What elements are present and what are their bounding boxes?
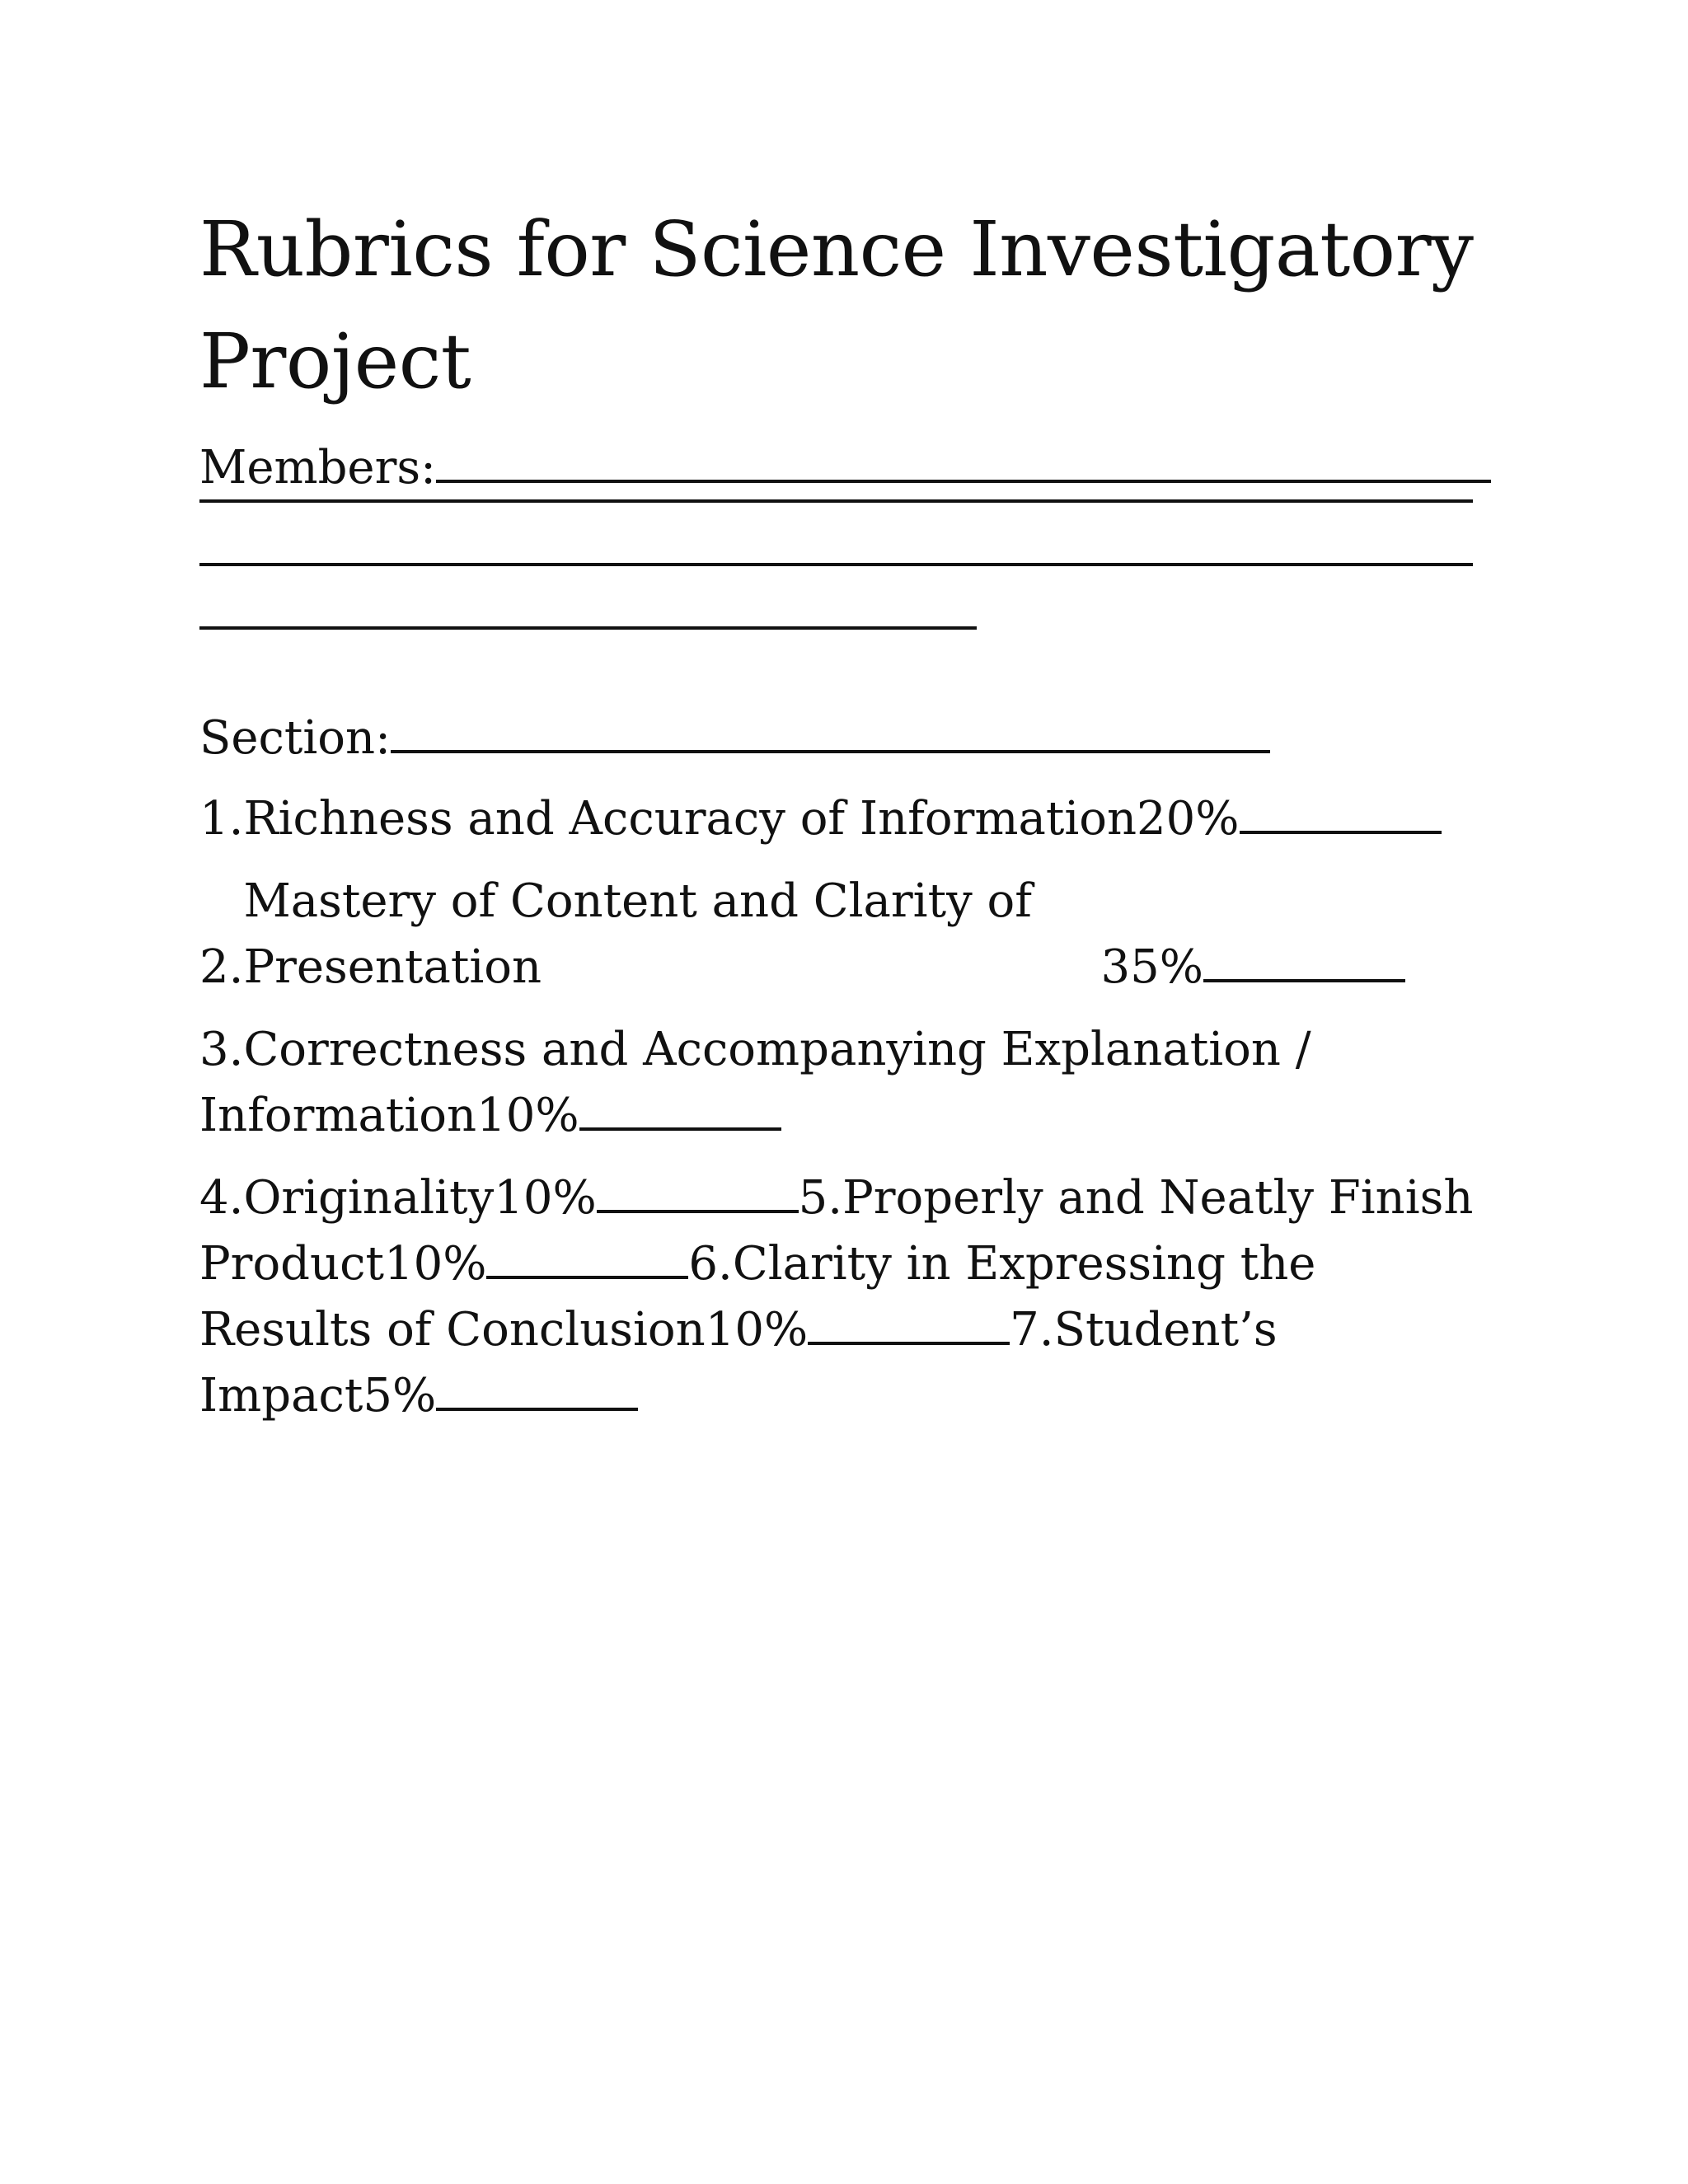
members-label: Members: — [199, 441, 436, 494]
section-label: Section: — [199, 711, 391, 765]
rubric-item-3-score-blank[interactable] — [579, 1127, 781, 1131]
document-content — [199, 194, 1502, 1429]
rubric-item-2 — [199, 869, 1502, 1001]
rubric-item-2-number: 2. — [199, 940, 244, 994]
section-field — [199, 706, 1502, 770]
rubric-item-7-text: Student’s Impact — [199, 1303, 1278, 1422]
members-blank-row-4 — [199, 626, 1502, 690]
rubric-items-4-to-7 — [199, 1165, 1502, 1429]
rubric-item-4-percent: 10% — [494, 1171, 597, 1225]
members-field — [199, 436, 1502, 499]
members-blank-3[interactable] — [199, 563, 1473, 566]
rubric-item-1 — [199, 786, 1502, 852]
rubric-item-3-text: Correctness and Accompanying Explanation / Information — [199, 1023, 1311, 1142]
rubric-item-1-percent: 20% — [1137, 792, 1240, 846]
rubric-item-5-text: Properly and Neatly Finish Product — [199, 1171, 1474, 1291]
rubric-item-7-percent: 5% — [363, 1369, 437, 1422]
members-blank-row-2 — [199, 499, 1502, 563]
rubric-item-6-number: 6. — [688, 1237, 733, 1291]
rubric-item-5-score-blank[interactable] — [486, 1276, 688, 1279]
rubric-item-2-text: Mastery of Content and Clarity of Presentation — [243, 874, 1032, 994]
rubric-item-6-text: Clarity in Expressing the Results of Conclusion — [199, 1237, 1316, 1357]
rubric-item-3 — [199, 1017, 1502, 1149]
rubric-item-1-number: 1. — [199, 792, 244, 846]
rubric-item-5-number: 5. — [798, 1171, 843, 1225]
rubric-item-2-percent: 35% — [1100, 940, 1203, 994]
rubric-item-4-score-blank[interactable] — [597, 1210, 799, 1213]
members-blank-1[interactable] — [436, 480, 1491, 483]
rubric-item-4-text: Originality — [243, 1171, 495, 1225]
rubric-item-3-percent: 10% — [476, 1089, 579, 1142]
rubric-item-7-score-blank[interactable] — [436, 1408, 638, 1411]
members-blank-4[interactable] — [199, 626, 977, 630]
rubric-item-3-number: 3. — [199, 1023, 244, 1076]
members-blank-2[interactable] — [199, 499, 1473, 503]
rubric-item-2-score-blank[interactable] — [1203, 979, 1405, 982]
rubric-item-4-number: 4. — [199, 1171, 244, 1225]
rubric-item-1-text: Richness and Accuracy of Information — [243, 792, 1137, 846]
rubric-item-5-percent: 10% — [383, 1237, 487, 1291]
members-blank-row-3 — [199, 563, 1502, 626]
section-blank[interactable] — [391, 750, 1270, 753]
document-title: Rubrics for Science Investigatory Project — [199, 205, 1474, 405]
rubric-item-1-score-blank[interactable] — [1240, 831, 1442, 834]
rubric-item-7-number: 7. — [1010, 1303, 1054, 1357]
rubric-item-6-score-blank[interactable] — [808, 1342, 1010, 1345]
rubric-item-6-percent: 10% — [705, 1303, 809, 1357]
